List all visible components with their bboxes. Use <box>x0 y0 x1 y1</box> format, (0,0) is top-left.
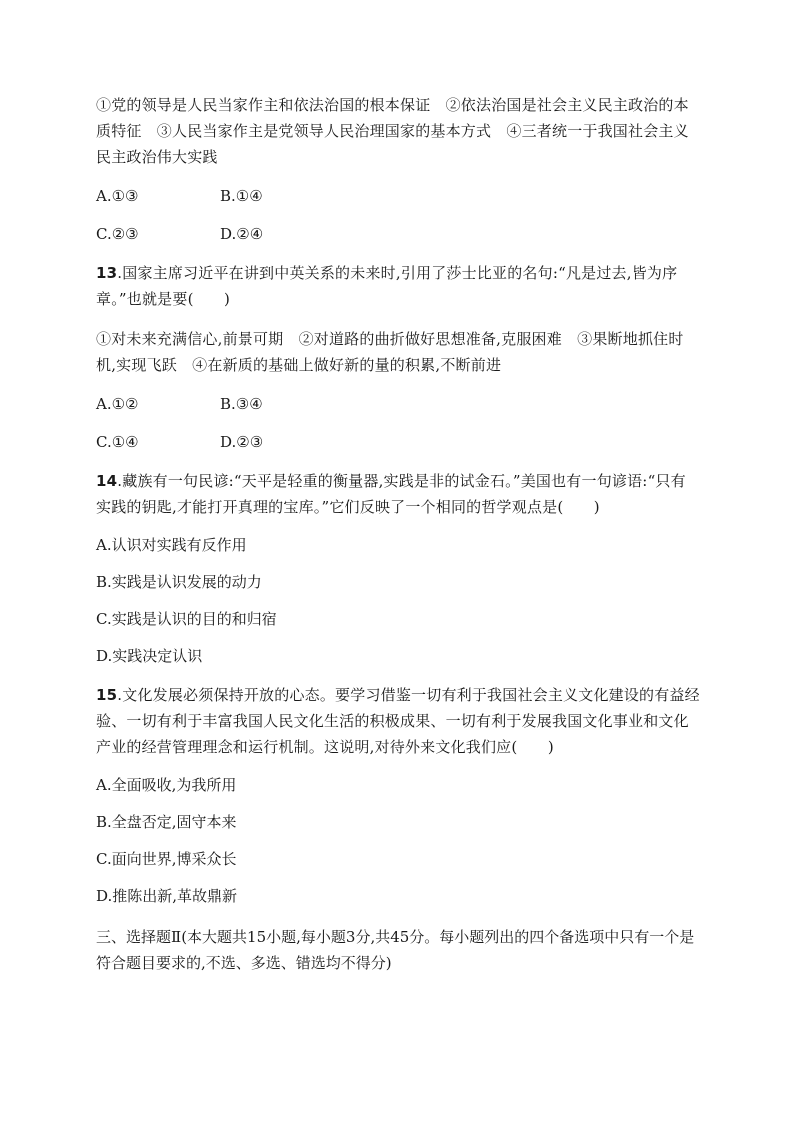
q15-option-c: C.面向世界,博采众长 <box>96 850 237 868</box>
q15-number: 15 <box>96 686 118 704</box>
q13-option-a: A.①② <box>96 395 139 413</box>
q14-stem <box>96 468 700 520</box>
q12-options-row-2 <box>96 222 700 246</box>
q12-options-row-1 <box>96 184 700 208</box>
q12-option-b: B.①④ <box>220 187 263 205</box>
q15-stem <box>96 682 700 760</box>
q13-statements: ①对未来充满信心,前景可期 ②对道路的曲折做好思想准备,克服困难 ③果断地抓住时机,实现飞跃 ④在新质的基础上做好新的量的积累,不断前进 <box>96 330 684 374</box>
q13-options-row-2 <box>96 430 700 454</box>
q12-option-a: A.①③ <box>96 187 139 205</box>
q13-option-d: D.②③ <box>220 433 264 451</box>
q12-option-c: C.②③ <box>96 225 139 243</box>
q14-option-d: D.实践决定认识 <box>96 647 203 665</box>
q14-option-c: C.实践是认识的目的和归宿 <box>96 610 277 628</box>
q13-option-b: B.③④ <box>220 395 263 413</box>
q14-option-a: A.认识对实践有反作用 <box>96 536 247 554</box>
section-3-heading: 三、选择题Ⅱ(本大题共15小题,每小题3分,共45分。每小题列出的四个备选项中只有一个是符合题目要求的,不选、多选、错选均不得分) <box>96 928 695 972</box>
document-page <box>96 92 700 991</box>
q13-stem-text: .国家主席习近平在讲到中英关系的未来时,引用了莎士比亚的名句:“凡是过去,皆为序章。”也就是要( ) <box>96 264 678 308</box>
q13-options-row-1 <box>96 392 700 416</box>
q14-number: 14 <box>96 472 118 490</box>
q15-option-a: A.全面吸收,为我所用 <box>96 776 237 794</box>
q14-stem-text: .藏族有一句民谚:“天平是轻重的衡量器,实践是非的试金石。”美国也有一句谚语:“只有实践的钥匙,才能打开真理的宝库。”它们反映了一个相同的哲学观点是( ) <box>96 472 686 516</box>
q15-stem-text: .文化发展必须保持开放的心态。要学习借鉴一切有利于我国社会主义文化建设的有益经验、一切有利于丰富我国人民文化生活的积极成果、一切有利于发展我国文化事业和文化产业的经营管理理念和运行机制。这说明,对待外来文化我们应( ) <box>96 686 700 756</box>
q13-number: 13 <box>96 264 118 282</box>
q13-stem <box>96 260 700 312</box>
q14-option-b: B.实践是认识发展的动力 <box>96 573 262 591</box>
q15-option-b: B.全盘否定,固守本来 <box>96 813 237 831</box>
q12-option-d: D.②④ <box>220 225 264 243</box>
q12-statements: ①党的领导是人民当家作主和依法治国的根本保证 ②依法治国是社会主义民主政治的本质特征 ③人民当家作主是党领导人民治理国家的基本方式 ④三者统一于我国社会主义民主政治伟大实践 <box>96 96 689 166</box>
q15-option-d: D.推陈出新,革故鼎新 <box>96 887 238 905</box>
q13-option-c: C.①④ <box>96 433 139 451</box>
